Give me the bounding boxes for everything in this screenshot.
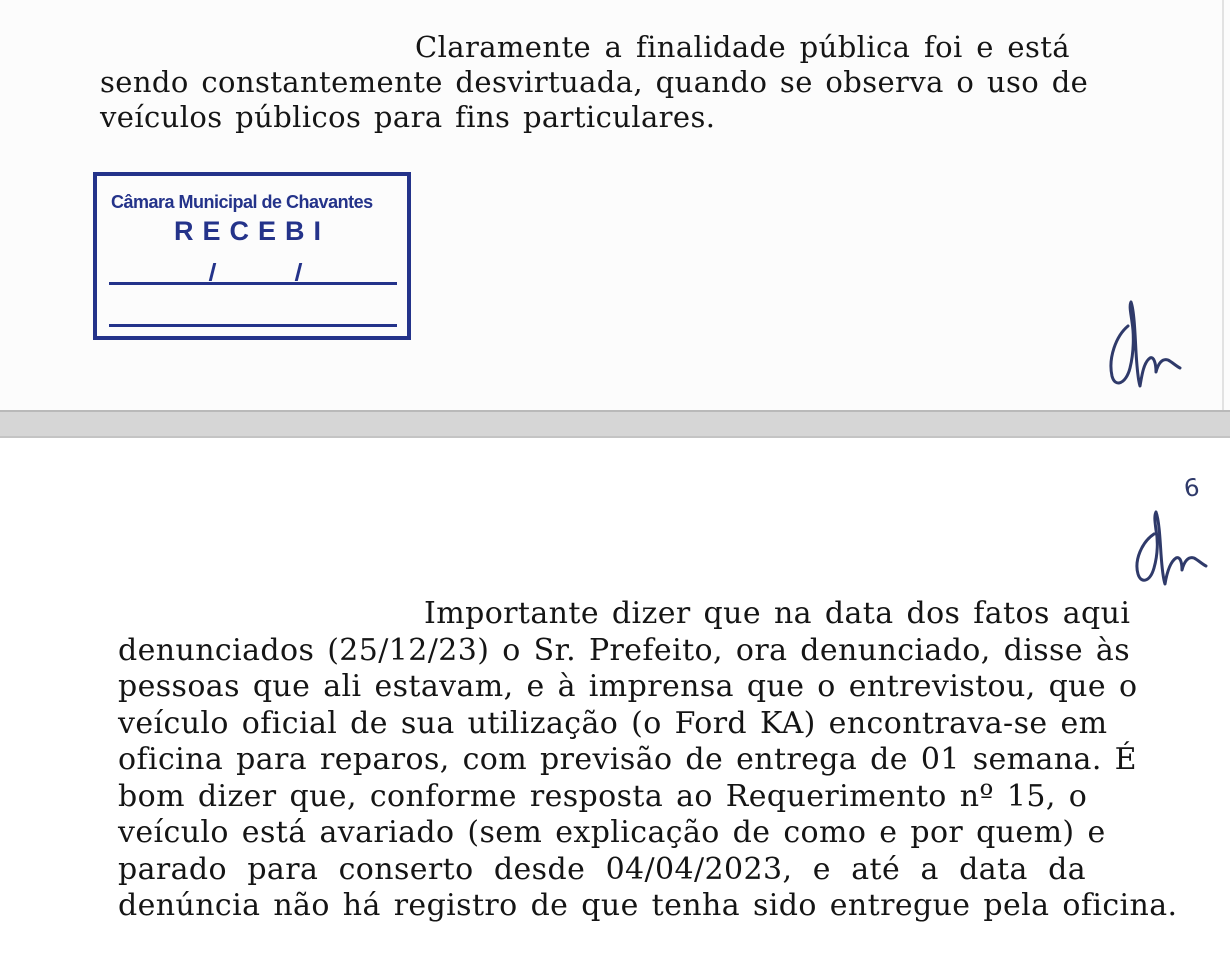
received-stamp (93, 172, 411, 340)
paragraph-finalidade-publica (100, 30, 1089, 135)
paragraph-line: veículo está avariado (sem explicação de como e por quem) e (118, 815, 1106, 850)
stamp-date-line (109, 282, 397, 285)
paragraph-line: veículos públicos para fins particulares. (100, 100, 716, 134)
paragraph-ford-ka (118, 596, 1178, 925)
stamp-title: Câmara Municipal de Chavantes (111, 192, 373, 212)
page-number: 6 (1182, 473, 1202, 503)
paragraph-line: sendo constantemente desvirtuada, quando se observa o uso de (100, 65, 1089, 99)
stamp-date-slash (209, 263, 216, 281)
paragraph-line: veículo oficial de sua utilização (o Ford KA) encontrava-se em (118, 705, 1108, 741)
initials-signature (1128, 500, 1214, 590)
paragraph-line: denúncia não há registro de que tenha sido entregue pela oficina. (118, 888, 1178, 923)
paragraph-line: denunciados (25/12/23) o Sr. Prefeito, ora denunciado, disse às (118, 632, 1130, 668)
page-edge (1222, 0, 1224, 410)
stamp-label: RECEBI (173, 216, 330, 246)
paragraph-line: oficina para reparos, com previsão de entrega de 01 semana. É (118, 742, 1137, 777)
page-separator (0, 410, 1230, 438)
paragraph-line: Claramente a finalidade pública foi e está (415, 30, 1070, 64)
paragraph-line: Importante dizer que na data dos fatos aqui (424, 596, 1131, 631)
paragraph-line: pessoas que ali estavam, e à imprensa que o entrevistou, que o (118, 669, 1138, 704)
initials-signature (1098, 296, 1190, 396)
paragraph-line: bom dizer que, conforme resposta ao Requerimento nº 15, o (118, 778, 1088, 814)
stamp-signature-line (109, 324, 397, 327)
paragraph-line: parado para conserto desde 04/04/2023, e até a data da (118, 851, 1086, 887)
stamp-date-slash (295, 263, 302, 281)
document-page-top (0, 0, 1230, 410)
